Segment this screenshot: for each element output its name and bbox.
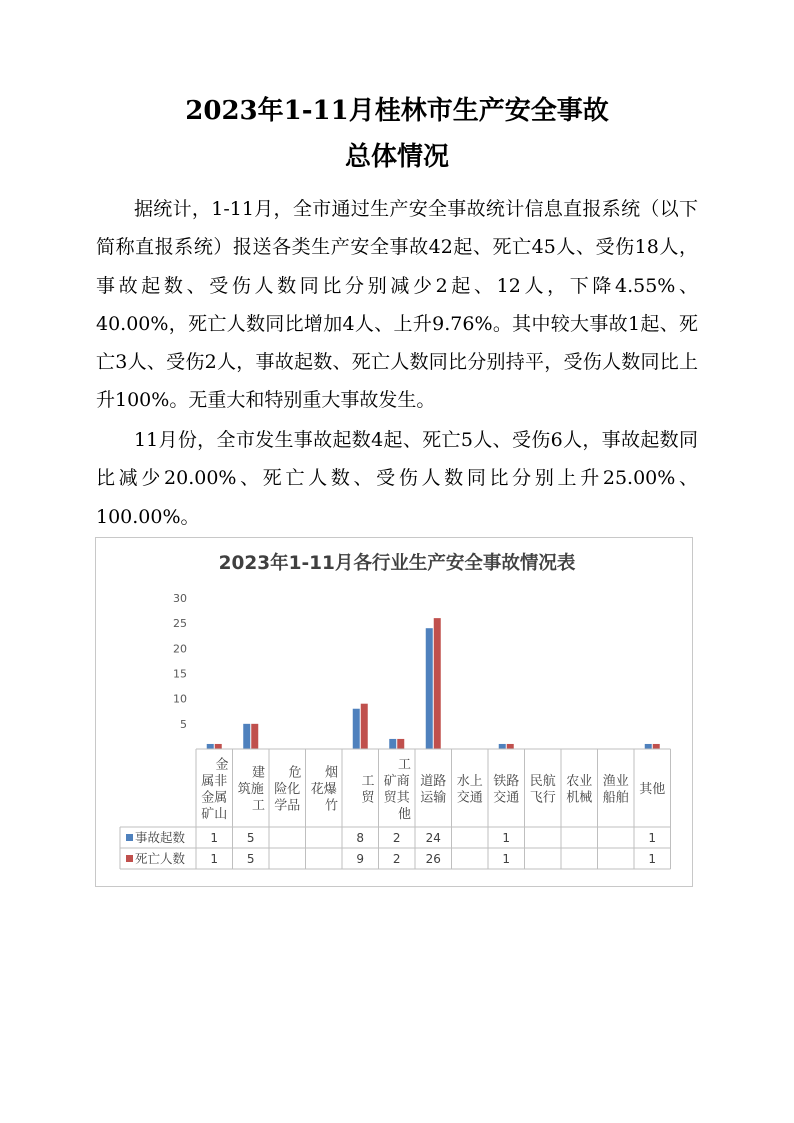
category-label: 金: [215, 757, 229, 773]
bar-accidents: [426, 628, 433, 749]
category-label: 筑施: [237, 782, 264, 797]
category-label: 道路: [420, 773, 447, 789]
bar-accidents: [499, 744, 506, 749]
category-label: 花爆: [310, 782, 337, 797]
category-label: 交通: [456, 790, 483, 806]
bar-deaths: [397, 739, 404, 749]
table-value: 1: [648, 852, 657, 866]
legend-label: 事故起数: [135, 830, 186, 845]
table-value: 1: [210, 831, 219, 845]
category-label: 危: [288, 765, 302, 781]
bar-deaths: [215, 744, 222, 749]
category-label: 矿商: [383, 773, 410, 789]
bar-accidents: [645, 744, 652, 749]
table-value: 24: [425, 831, 441, 845]
legend-key-accidents: [126, 834, 133, 841]
y-tick-label: 20: [173, 642, 187, 656]
bar-deaths: [251, 724, 258, 749]
category-label: 交通: [493, 790, 520, 806]
category-label: 工: [397, 757, 411, 773]
category-label: 农业: [566, 773, 593, 789]
category-label: 矿山: [201, 806, 228, 822]
category-label: 贸其: [383, 790, 410, 806]
category-label: 船舶: [602, 790, 629, 806]
table-value: 2: [392, 852, 401, 866]
legend-key-deaths: [126, 855, 133, 862]
category-label: 民航: [529, 773, 556, 789]
category-label: 金属: [201, 790, 228, 806]
category-label: 工: [251, 798, 265, 814]
category-label: 飞行: [529, 790, 556, 806]
category-label: 水上: [456, 773, 483, 789]
table-value: 1: [502, 852, 511, 866]
bar-accidents: [243, 724, 250, 749]
table-value: 5: [246, 831, 255, 845]
chart-title: 2023年1-11月各行业生产安全事故情况表: [218, 553, 576, 574]
bar-deaths: [507, 744, 514, 749]
category-label: 渔业: [602, 773, 629, 789]
table-value: 2: [392, 831, 401, 845]
category-label: 烟: [324, 765, 338, 781]
bar-deaths: [653, 744, 660, 749]
document-title-line1: 2023年1-11月桂林市生产安全事故: [185, 96, 609, 126]
paragraph-summary: 据统计，1-11月，全市通过生产安全事故统计信息直报系统（以下简称直报系统）报送各类生产安全事故42起、死亡45人、受伤18人，事故起数、受伤人数同比分别减少2起、12人，下降4.55%、40.00%，死亡人数同比增加4人、上升9.76%。其中较大事故1起、死亡3人、受伤2人，事故起数、死亡人数同比分别持平，受伤人数同比上升100%。无重大和特别重大事故发生。: [96, 198, 698, 412]
bar-deaths: [434, 618, 441, 749]
y-tick-label: 5: [180, 717, 187, 731]
category-label: 竹: [324, 798, 338, 814]
category-label: 他: [397, 806, 411, 822]
bar-deaths: [361, 704, 368, 749]
bar-accidents: [353, 709, 360, 749]
table-value: 1: [210, 852, 219, 866]
category-label: 学品: [274, 798, 301, 814]
document-title-line2: 总体情况: [344, 142, 449, 172]
table-value: 5: [246, 852, 255, 866]
category-label: 属非: [201, 773, 228, 789]
bar-accidents: [207, 744, 214, 749]
bar-accidents: [389, 739, 396, 749]
category-label: 其他: [639, 782, 666, 797]
category-label: 险化: [274, 782, 301, 797]
y-tick-label: 15: [173, 667, 187, 681]
category-label: 建: [251, 765, 265, 781]
category-label: 铁路: [493, 773, 520, 789]
category-label: 运输: [420, 790, 447, 806]
table-value: 26: [425, 852, 441, 866]
table-value: 1: [648, 831, 657, 845]
category-label: 贸: [361, 790, 375, 806]
legend-label: 死亡人数: [135, 851, 186, 866]
y-tick-label: 10: [173, 692, 187, 706]
category-label: 机械: [566, 790, 593, 806]
table-value: 9: [356, 852, 365, 866]
category-label: 工: [361, 773, 375, 789]
y-tick-label: 30: [173, 592, 187, 605]
table-value: 1: [502, 831, 511, 845]
paragraph-november: 11月份，全市发生事故起数4起、死亡5人、受伤6人，事故起数同比减少20.00%、死亡人数、受伤人数同比分别上升25.00%、100.00%。: [96, 429, 698, 528]
table-value: 8: [356, 831, 365, 845]
y-tick-label: 25: [173, 617, 187, 631]
